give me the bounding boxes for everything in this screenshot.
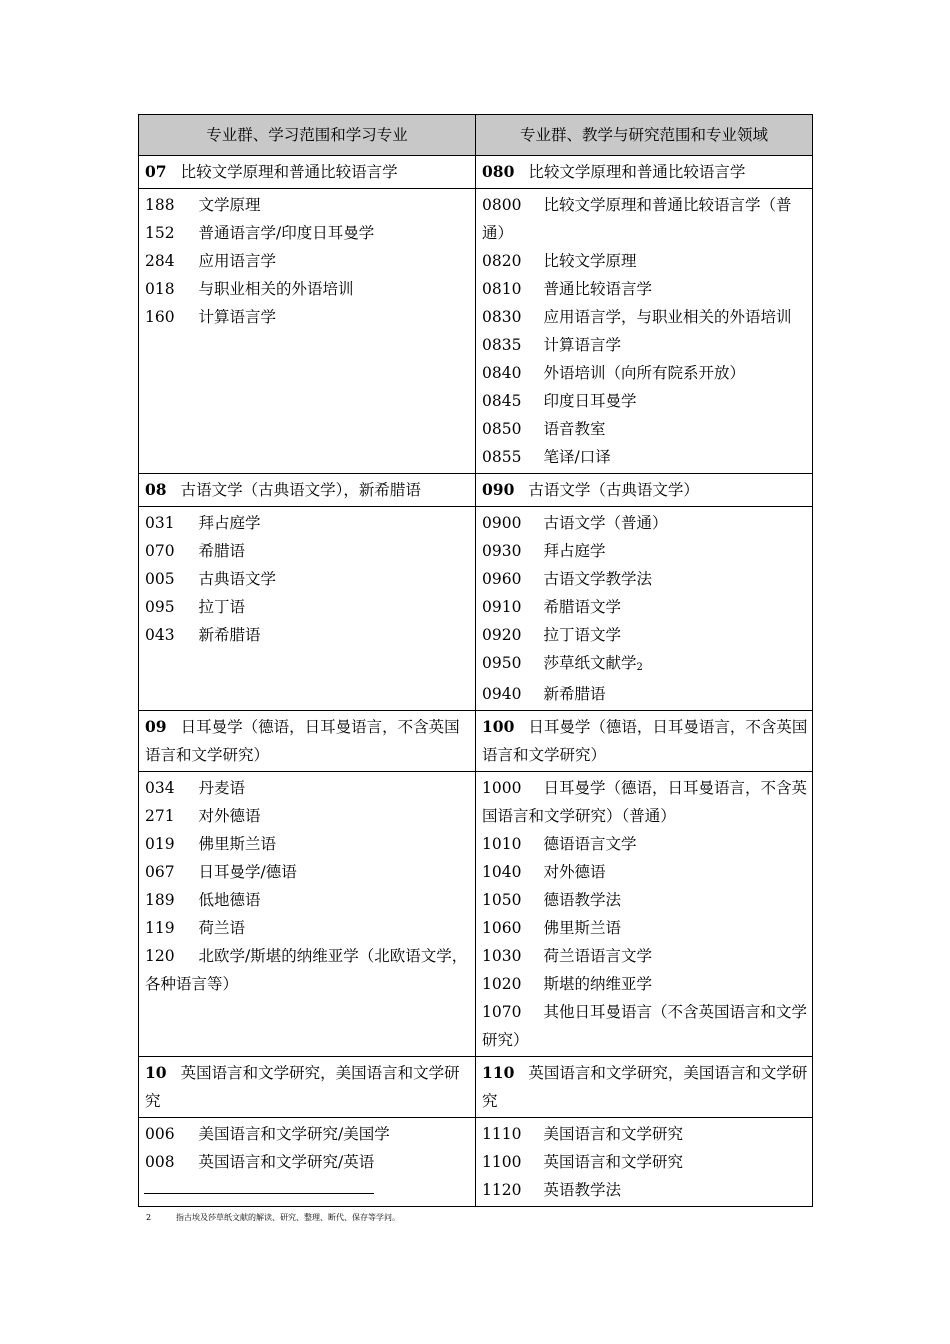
- subject-name: 拉丁语: [198, 598, 246, 616]
- group-title-right: [476, 156, 813, 189]
- list-item: [482, 858, 808, 886]
- list-item: [482, 914, 808, 942]
- subject-code: 120: [145, 947, 175, 965]
- footnote: [146, 1213, 400, 1223]
- list-item: [482, 387, 808, 415]
- subject-name: 其他日耳曼语言（不含英国语言和文学研究）: [482, 1003, 808, 1049]
- subject-list-right: [476, 772, 813, 1057]
- subject-name: 北欧学/斯堪的纳维亚学（北欧语文学，各种语言等）: [145, 947, 468, 993]
- list-item: [145, 191, 471, 219]
- header-right: 专业群、教学与研究范围和专业领域: [476, 115, 813, 156]
- group-header-row: [139, 711, 813, 772]
- subject-code: 0840: [482, 364, 522, 382]
- list-item: [482, 1176, 808, 1204]
- subject-name: 普通语言学/印度日耳曼学: [198, 224, 375, 242]
- list-item: [145, 621, 471, 649]
- subject-code: 0835: [482, 336, 522, 354]
- subject-list-left: [139, 189, 476, 474]
- subject-code: 031: [145, 514, 175, 532]
- subject-code: 0855: [482, 448, 522, 466]
- group-title: 古语文学（古典语文学），新希腊语: [180, 481, 421, 499]
- list-item: [482, 942, 808, 970]
- list-item: [482, 1120, 808, 1148]
- group-title: 英国语言和文学研究，美国语言和文学研究: [145, 1064, 460, 1110]
- list-item: [145, 886, 471, 914]
- group-body-row: [139, 772, 813, 1057]
- subject-code: 271: [145, 807, 175, 825]
- subject-code: 019: [145, 835, 175, 853]
- subject-name: 印度日耳曼学: [543, 392, 637, 410]
- list-item: [482, 537, 808, 565]
- subject-code: 1030: [482, 947, 522, 965]
- group-title: 英国语言和文学研究，美国语言和文学研究: [482, 1064, 808, 1110]
- subject-code: 0910: [482, 598, 522, 616]
- subject-code: 1120: [482, 1181, 522, 1199]
- list-item: [145, 275, 471, 303]
- subject-name: 英语教学法: [543, 1181, 622, 1199]
- list-item: [145, 858, 471, 886]
- group-title: 日耳曼学（德语，日耳曼语言，不含英国语言和文学研究）: [145, 718, 460, 764]
- list-item: [145, 942, 471, 998]
- subject-code: 284: [145, 252, 175, 270]
- list-item: [145, 1148, 471, 1176]
- subject-code: 0830: [482, 308, 522, 326]
- group-title: 比较文学原理和普通比较语言学: [528, 163, 746, 181]
- list-item: [482, 443, 808, 471]
- group-code: 07: [145, 162, 167, 181]
- group-code: 08: [145, 480, 167, 499]
- subject-list-left: [139, 772, 476, 1057]
- subject-code: 0800: [482, 196, 522, 214]
- list-item: [482, 593, 808, 621]
- list-item: [482, 886, 808, 914]
- subject-name: 笔译/口译: [543, 448, 611, 466]
- subject-name: 应用语言学: [198, 252, 277, 270]
- subject-code: 189: [145, 891, 175, 909]
- group-code: 080: [482, 162, 515, 181]
- group-title: 比较文学原理和普通比较语言学: [180, 163, 398, 181]
- group-title: 古语文学（古典语文学）: [528, 481, 699, 499]
- subject-code: 0845: [482, 392, 522, 410]
- subject-code: 1060: [482, 919, 522, 937]
- list-item: [145, 593, 471, 621]
- list-item: [482, 303, 808, 331]
- group-title-left: [139, 156, 476, 189]
- list-item: [145, 802, 471, 830]
- subject-code: 1000: [482, 779, 522, 797]
- header-row: [139, 115, 813, 156]
- group-title-right: [476, 711, 813, 772]
- subject-name: 新希腊语: [543, 685, 606, 703]
- subject-name: 比较文学原理和普通比较语言学（普通）: [482, 196, 792, 242]
- group-title: 日耳曼学（德语，日耳曼语言，不含英国语言和文学研究）: [482, 718, 808, 764]
- header-left: 专业群、学习范围和学习专业: [139, 115, 476, 156]
- subject-name: 希腊语: [198, 542, 246, 560]
- subject-code: 160: [145, 308, 175, 326]
- subject-code: 0940: [482, 685, 522, 703]
- subject-name: 低地德语: [198, 891, 261, 909]
- subject-code: 0950: [482, 654, 522, 672]
- subject-code: 095: [145, 598, 175, 616]
- subject-name: 莎草纸文献学: [543, 654, 637, 672]
- group-body-row: [139, 189, 813, 474]
- list-item: [482, 998, 808, 1054]
- subject-code: 006: [145, 1125, 175, 1143]
- group-code: 090: [482, 480, 515, 499]
- subject-name: 日耳曼学/德语: [198, 863, 297, 881]
- subject-name: 计算语言学: [543, 336, 622, 354]
- subject-name: 德语教学法: [543, 891, 622, 909]
- subject-code: 1040: [482, 863, 522, 881]
- subject-code: 1070: [482, 1003, 522, 1021]
- subject-name: 对外德语: [543, 863, 606, 881]
- subject-name: 斯堪的纳维亚学: [543, 975, 653, 993]
- subject-code: 067: [145, 863, 175, 881]
- group-header-row: [139, 156, 813, 189]
- list-item: [145, 1120, 471, 1148]
- list-item: [482, 331, 808, 359]
- list-item: [482, 509, 808, 537]
- group-code: 100: [482, 717, 515, 736]
- group-body-row: [139, 507, 813, 711]
- subject-name: 荷兰语: [198, 919, 246, 937]
- footnote-text: 指古埃及莎草纸文献的解读、研究、整理、断代、保存等学问。: [176, 1213, 400, 1222]
- footnote-number: 2: [146, 1213, 152, 1222]
- subject-name: 应用语言学，与职业相关的外语培训: [543, 308, 792, 326]
- list-item: [482, 970, 808, 998]
- subject-name: 对外德语: [198, 807, 261, 825]
- subject-name: 古语文学（普通）: [543, 514, 668, 532]
- group-header-row: [139, 1057, 813, 1118]
- group-title-left: [139, 474, 476, 507]
- list-item: [145, 247, 471, 275]
- subject-name: 古典语文学: [198, 570, 277, 588]
- list-item: [482, 830, 808, 858]
- group-code: 110: [482, 1063, 515, 1082]
- group-code: 10: [145, 1063, 167, 1082]
- group-header-row: [139, 474, 813, 507]
- subject-code: 034: [145, 779, 175, 797]
- subject-name: 拉丁语文学: [543, 626, 622, 644]
- list-item: [482, 565, 808, 593]
- subject-name: 外语培训（向所有院系开放）: [543, 364, 746, 382]
- footnote-divider: [144, 1193, 374, 1194]
- list-item: [482, 680, 808, 708]
- subject-name: 新希腊语: [198, 626, 261, 644]
- list-item: [482, 359, 808, 387]
- list-item: [145, 537, 471, 565]
- subject-name: 拜占庭学: [198, 514, 261, 532]
- subject-code: 0960: [482, 570, 522, 588]
- subject-name: 荷兰语语言文学: [543, 947, 653, 965]
- subject-name: 佛里斯兰语: [198, 835, 277, 853]
- group-title-right: [476, 1057, 813, 1118]
- subject-list-right: [476, 189, 813, 474]
- list-item: [482, 191, 808, 247]
- subject-code: 119: [145, 919, 175, 937]
- subject-code: 070: [145, 542, 175, 560]
- subject-name: 文学原理: [198, 196, 261, 214]
- subject-name: 计算语言学: [198, 308, 277, 326]
- subject-list-right: [476, 507, 813, 711]
- subject-code: 188: [145, 196, 175, 214]
- list-item: [482, 275, 808, 303]
- subject-table: [138, 114, 813, 1207]
- list-item: [482, 621, 808, 649]
- subject-name: 古语文学教学法: [543, 570, 653, 588]
- list-item: [145, 219, 471, 247]
- list-item: [482, 247, 808, 275]
- subject-code: 1100: [482, 1153, 522, 1171]
- list-item: [482, 415, 808, 443]
- subject-code: 1010: [482, 835, 522, 853]
- subject-name: 拜占庭学: [543, 542, 606, 560]
- group-title-right: [476, 474, 813, 507]
- subject-name: 普通比较语言学: [543, 280, 653, 298]
- subject-code: 008: [145, 1153, 175, 1171]
- subject-code: 1110: [482, 1125, 522, 1143]
- group-title-left: [139, 1057, 476, 1118]
- subject-code: 005: [145, 570, 175, 588]
- list-item: [482, 1148, 808, 1176]
- subject-name: 日耳曼学（德语，日耳曼语言，不含英国语言和文学研究）（普通）: [482, 779, 808, 825]
- subject-name: 美国语言和文学研究: [543, 1125, 684, 1143]
- list-item: [145, 830, 471, 858]
- subject-name: 语音教室: [543, 420, 606, 438]
- subject-name: 英国语言和文学研究/英语: [198, 1153, 375, 1171]
- footnote-ref: 2: [636, 662, 643, 673]
- subject-name: 比较文学原理: [543, 252, 637, 270]
- subject-code: 152: [145, 224, 175, 242]
- subject-name: 德语语言文学: [543, 835, 637, 853]
- list-item: [145, 565, 471, 593]
- list-item: [482, 649, 808, 680]
- list-item: [145, 774, 471, 802]
- table-body: [139, 156, 813, 1207]
- subject-code: 0920: [482, 626, 522, 644]
- subject-code: 0850: [482, 420, 522, 438]
- subject-code: 0900: [482, 514, 522, 532]
- subject-name: 与职业相关的外语培训: [198, 280, 354, 298]
- group-title-left: [139, 711, 476, 772]
- subject-list-left: [139, 507, 476, 711]
- subject-code: 1050: [482, 891, 522, 909]
- subject-name: 希腊语文学: [543, 598, 622, 616]
- subject-name: 美国语言和文学研究/美国学: [198, 1125, 390, 1143]
- subject-code: 0820: [482, 252, 522, 270]
- subject-code: 1020: [482, 975, 522, 993]
- subject-code: 0810: [482, 280, 522, 298]
- subject-name: 丹麦语: [198, 779, 246, 797]
- list-item: [145, 914, 471, 942]
- subject-code: 0930: [482, 542, 522, 560]
- list-item: [145, 303, 471, 331]
- subject-list-right: [476, 1118, 813, 1207]
- subject-name: 佛里斯兰语: [543, 919, 622, 937]
- subject-code: 043: [145, 626, 175, 644]
- subject-name: 英国语言和文学研究: [543, 1153, 684, 1171]
- subject-code: 018: [145, 280, 175, 298]
- list-item: [145, 509, 471, 537]
- list-item: [482, 774, 808, 830]
- group-code: 09: [145, 717, 167, 736]
